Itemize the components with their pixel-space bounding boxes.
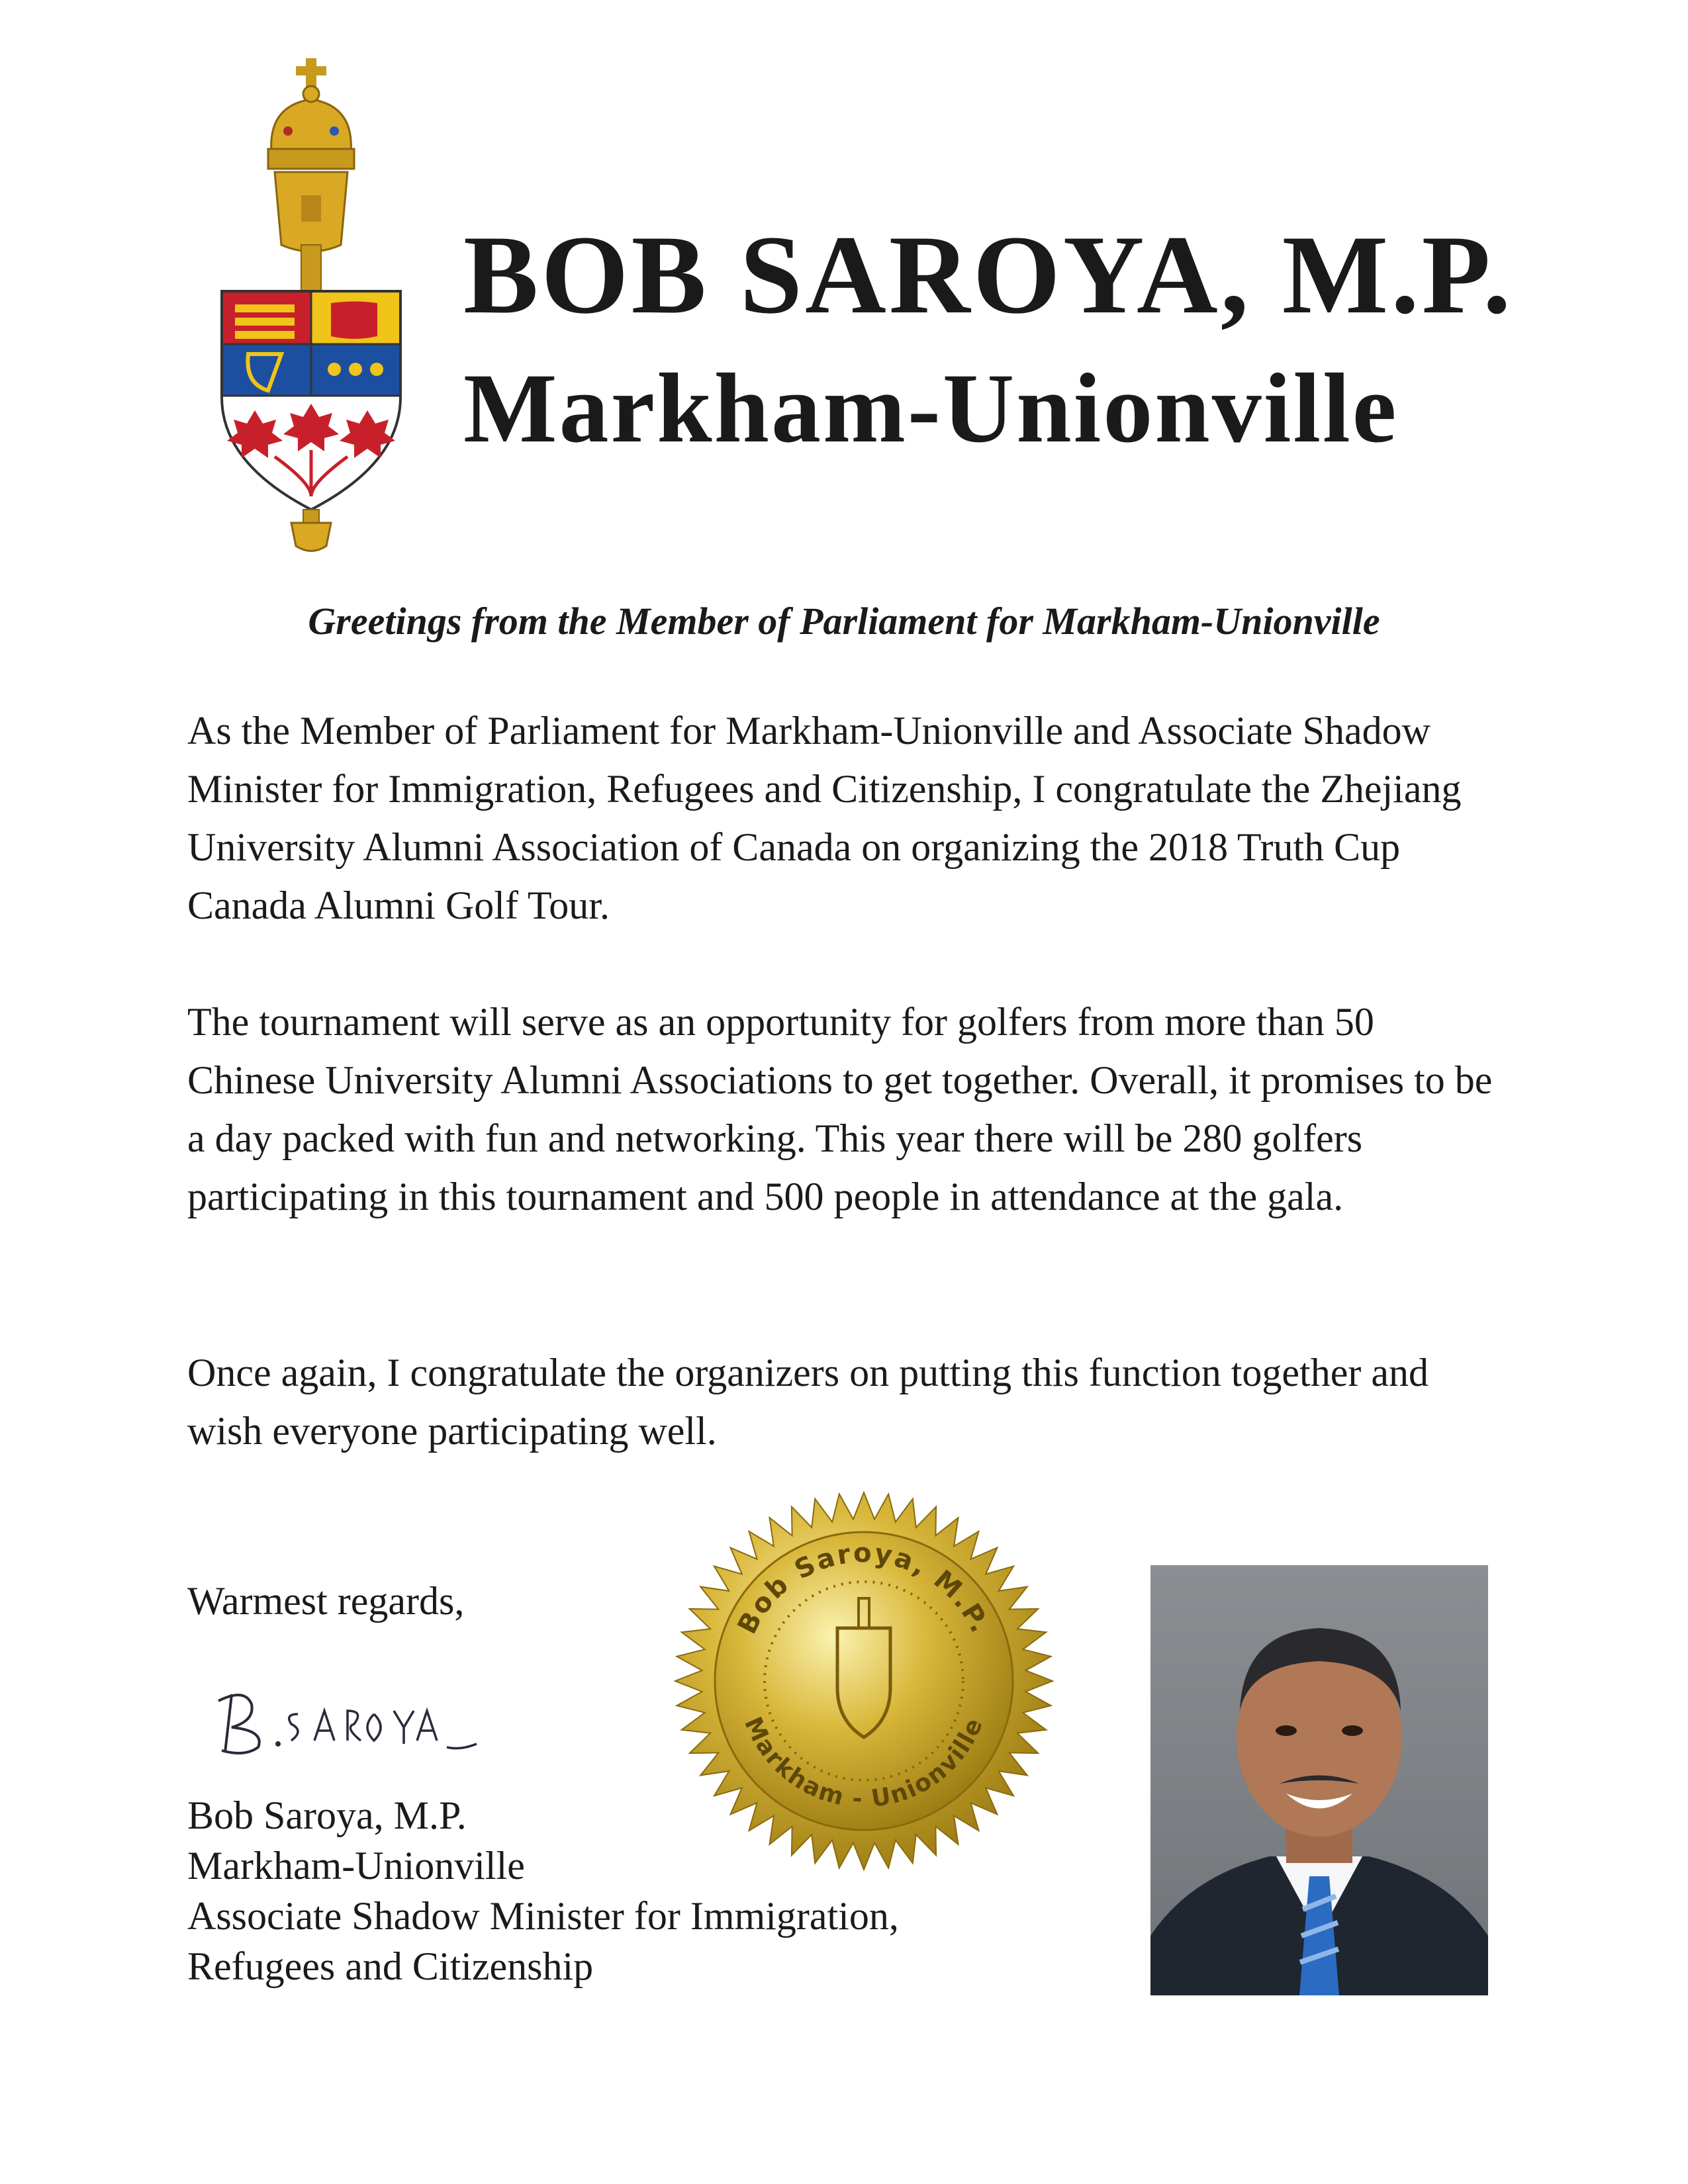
signer-riding: Markham-Unionville [187,1844,525,1888]
mp-name-heading: BOB SAROYA, M.P. [463,212,1514,337]
signer-title-line-2: Refugees and Citizenship [187,1944,594,1988]
signature-icon [205,1674,503,1760]
closing-line: Warmest regards, [187,1579,465,1623]
parliament-crest-icon [209,53,414,556]
paragraph-1: As the Member of Parliament for Markham-Unionville and Associate Shadow Minister for Immigration, Refugees and Citizenship, I congratulate the Zhejiang University Alumni Association of Canada on organizing the 2018 Truth Cup Canada Alumni Golf Tour. [187,709,1462,927]
seal-top-text: Bob Saroya, M.P. [731,1537,996,1639]
signer-title-line-1: Associate Shadow Minister for Immigration, [187,1894,899,1938]
paragraph-2: The tournament will serve as an opportunity for golfers from more than 50 Chinese University Alumni Associations to get together. Overall, it promises to be a day packed with fun and networking. This year there will be 280 golfers participating in this tournament and 500 people in attendance at the gala. [187,1000,1493,1218]
riding-heading: Markham-Unionville [463,353,1399,463]
seal-bottom-text: Markham - Unionville [739,1713,989,1813]
letterhead [463,212,1514,463]
greeting-line: Greetings from the Member of Parliament for Markham-Unionville [308,600,1380,643]
portrait-photo [1150,1565,1488,1995]
paragraph-3: Once again, I congratulate the organizers on putting this function together and wish everyone participating well. [187,1351,1429,1453]
gold-seal-icon [672,1489,1056,1873]
signer-name: Bob Saroya, M.P. [187,1794,467,1837]
